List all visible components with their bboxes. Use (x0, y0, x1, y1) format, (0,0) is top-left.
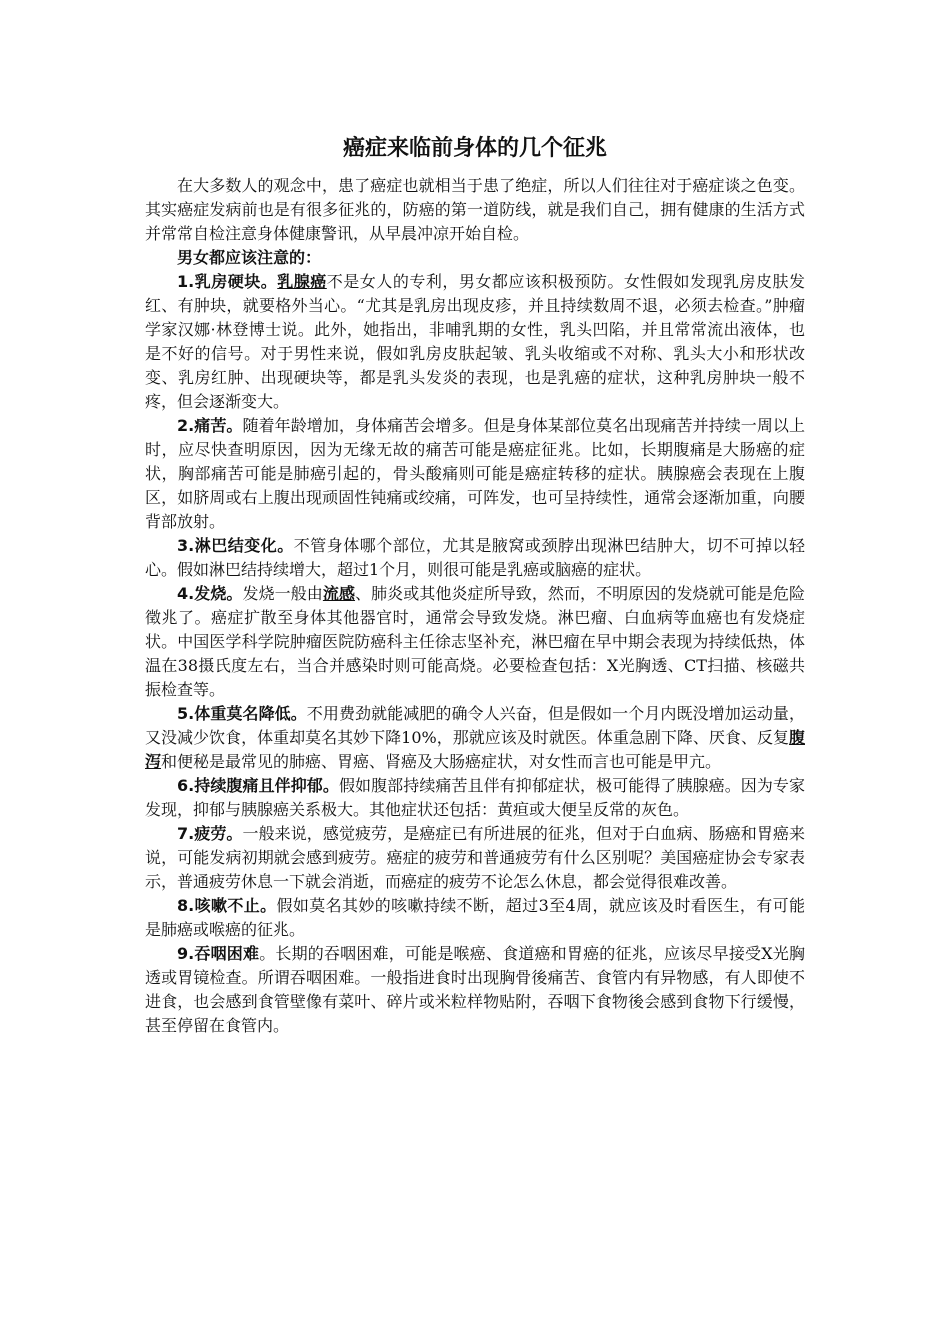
list-item: 7.疲劳。一般来说，感觉疲劳，是癌症已有所进展的征兆，但对于白血病、肠癌和胃癌来说，可能发病初期就会感到疲劳。癌症的疲劳和普通疲劳有什么区别呢？美国癌症协会专家表示，普通疲劳休息一下就会消逝，而癌症的疲劳不论怎么休息，都会觉得很难改善。 (145, 824, 805, 891)
list-item: 8.咳嗽不止。假如莫名其妙的咳嗽持续不断，超过3至4周，就应该及时看医生，有可能是肺癌或喉癌的征兆。 (145, 896, 805, 939)
link-flu[interactable]: 流感 (322, 584, 356, 603)
list-item: 1.乳房硬块。乳腺癌不是女人的专利，男女都应该积极预防。女性假如发现乳房皮肤发红、有肿块，就要格外当心。“尤其是乳房出现皮疹，并且持续数周不退，必须去检查。”肿瘤学家汉娜·林登博士说。此外，她指出，非哺乳期的女性，乳头凹陷，并且常常流出液体，也是不好的信号。对于男性来说，假如乳房皮肤起皱、乳头收缩或不对称、乳头大小和形状改变、乳房红肿、出现硬块等，都是乳头发炎的表现，也是乳癌的症状，这种乳房肿块一般不疼，但会逐渐变大。 (145, 272, 805, 411)
list-item: 9.吞咽困难。长期的吞咽困难，可能是喉癌、食道癌和胃癌的征兆，应该尽早接受X光胸透或胃镜检查。所谓吞咽困难。一般指进食时出现胸骨後痛苦、食管内有异物感，有人即使不进食，也会感到食管壁像有菜叶、碎片或米粒样物贴附，吞咽下食物後会感到食物下行缓慢，甚至停留在食管内。 (145, 944, 805, 1035)
list-item: 5.体重莫名降低。不用费劲就能减肥的确令人兴奋，但是假如一个月内既没增加运动量，又没减少饮食，体重却莫名其妙下降10%，那就应该及时就医。体重急剧下降、厌食、反复腹泻和便秘是最常见的肺癌、胃癌、肾癌及大肠癌症状，对女性而言也可能是甲亢。 (145, 704, 805, 771)
list-item: 4.发烧。发烧一般由流感、肺炎或其他炎症所导致，然而，不明原因的发烧就可能是危险徵兆了。癌症扩散至身体其他器官时，通常会导致发烧。淋巴瘤、白血病等血癌也有发烧症状。中国医学科学院肿瘤医院防癌科主任徐志坚补充，淋巴瘤在早中期会表现为持续低热，体温在38摄氏度左右，当合并感染时则可能高烧。必要检查包括：X光胸透、CT扫描、核磁共振检查等。 (145, 584, 805, 699)
page-title: 癌症来临前身体的几个征兆 (342, 136, 607, 161)
list-item: 6.持续腹痛且伴抑郁。假如腹部持续痛苦且伴有抑郁症状，极可能得了胰腺癌。因为专家发现，抑郁与胰腺癌关系极大。其他症状还包括：黄疸或大便呈反常的灰色。 (145, 776, 805, 819)
list-item: 2.痛苦。随着年龄增加，身体痛苦会增多。但是身体某部位莫名出现痛苦并持续一周以上时，应尽快查明原因，因为无缘无故的痛苦可能是癌症征兆。比如，长期腹痛是大肠癌的症状，胸部痛苦可能是肺癌引起的，骨头酸痛则可能是癌症转移的症状。胰腺癌会表现在上腹区，如脐周或右上腹出现顽固性钝痛或绞痛，可阵发，也可呈持续性，通常会逐渐加重，向腰背部放射。 (145, 416, 805, 531)
intro-paragraph: 在大多数人的观念中，患了癌症也就相当于患了绝症，所以人们往往对于癌症谈之色变。其实癌症发病前也是有很多征兆的，防癌的第一道防线，就是我们自己，拥有健康的生活方式并常常自检注意身体健康警讯，从早晨冲凉开始自检。 (145, 176, 805, 243)
list-item: 3.淋巴结变化。不管身体哪个部位，尤其是腋窝或颈脖出现淋巴结肿大，切不可掉以轻心。假如淋巴结持续增大，超过1个月，则很可能是乳癌或脑癌的症状。 (145, 536, 805, 579)
link-breast-cancer[interactable]: 乳腺癌 (277, 272, 327, 291)
section-heading: 男女都应该注意的： (177, 248, 322, 267)
document-page (145, 128, 805, 1038)
link-diarrhea[interactable]: 腹泻 (145, 728, 805, 771)
